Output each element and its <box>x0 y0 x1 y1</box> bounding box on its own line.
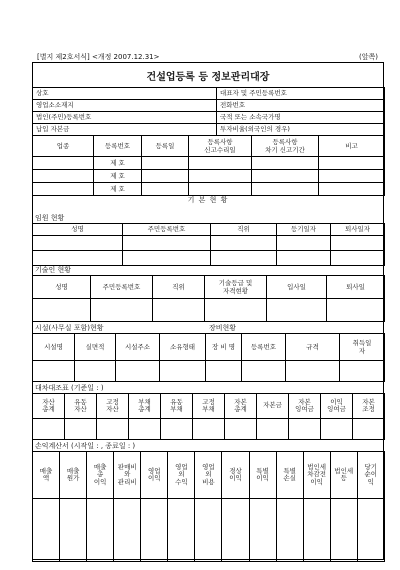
column-header: 매출 원가 <box>60 452 87 499</box>
officers-row <box>33 236 385 251</box>
table-cell <box>252 170 319 183</box>
table-cell <box>357 499 384 562</box>
column-header: 비고 <box>319 136 385 157</box>
column-header: 법인세 등 <box>330 452 357 499</box>
table-cell <box>87 499 114 562</box>
table-cell <box>33 236 123 251</box>
technicians-table <box>32 275 385 322</box>
column-header: 법인세 차감전 이익 <box>303 452 330 499</box>
registration-number-cell: 제 호 <box>94 183 142 196</box>
table-cell <box>321 419 353 440</box>
column-header: 업종 <box>33 136 94 157</box>
column-header: 규격 <box>286 334 340 361</box>
registration-number-cell: 제 호 <box>94 170 142 183</box>
info-label: 영업소소재지 <box>33 100 217 112</box>
table-cell <box>205 299 267 322</box>
income-statement-label: 손익계산서 (시작일 : , 종료일 : ) <box>35 442 136 450</box>
column-header: 등록일 <box>142 136 189 157</box>
table-cell <box>319 183 385 196</box>
info-label: 대표자 및 주민등록번호 <box>217 88 385 100</box>
registration-row <box>33 183 385 196</box>
table-cell <box>33 299 91 322</box>
table-cell <box>33 157 94 170</box>
info-label: 법인(주민)등록번호 <box>33 112 217 124</box>
table-cell <box>331 251 385 266</box>
table-cell <box>123 236 211 251</box>
column-header: 퇴사일 <box>327 276 385 299</box>
table-cell <box>168 499 195 562</box>
table-cell <box>33 361 75 382</box>
facilities-table <box>32 333 385 382</box>
column-header: 등록번호 <box>242 334 286 361</box>
column-header: 실면적 <box>75 334 116 361</box>
table-cell <box>141 499 168 562</box>
column-header: 성명 <box>33 224 123 236</box>
info-label: 투자비율(외국인의 경우) <box>217 124 385 136</box>
info-row <box>33 88 385 100</box>
info-row <box>33 112 385 124</box>
column-header: 직위 <box>153 276 205 299</box>
info-table <box>32 87 385 136</box>
table-cell <box>75 361 116 382</box>
info-row <box>33 100 385 112</box>
table-cell <box>60 499 87 562</box>
table-cell <box>33 419 65 440</box>
officers-row <box>33 251 385 266</box>
balance-sheet-header-row <box>33 394 385 419</box>
officers-label: 임원 현황 <box>35 214 65 222</box>
info-label: 전화번호 <box>217 100 385 112</box>
column-header: 영업 외 수익 <box>168 452 195 499</box>
column-header: 자본금 <box>257 394 289 419</box>
column-header: 등록번호 <box>94 136 142 157</box>
column-header: 성명 <box>33 276 91 299</box>
column-header: 특별 이익 <box>249 452 276 499</box>
income-statement-header-row <box>33 452 385 499</box>
balance-sheet-row <box>33 419 385 440</box>
table-cell <box>222 499 249 562</box>
table-cell <box>33 170 94 183</box>
column-header: 특별 손실 <box>276 452 303 499</box>
column-header: 입사일 <box>267 276 327 299</box>
facilities-header-row <box>33 334 385 361</box>
technicians-header-row <box>33 276 385 299</box>
column-header: 장 비 명 <box>206 334 242 361</box>
table-cell <box>330 499 357 562</box>
table-cell <box>353 419 385 440</box>
table-cell <box>252 183 319 196</box>
column-header: 자본 조정 <box>353 394 385 419</box>
registration-row <box>33 170 385 183</box>
table-cell <box>277 236 331 251</box>
table-cell <box>225 419 257 440</box>
table-cell <box>33 499 60 562</box>
table-cell <box>33 251 123 266</box>
column-header: 소유형태 <box>160 334 206 361</box>
column-header: 등록사항 차기 신고기간 <box>252 136 319 157</box>
table-cell <box>340 361 385 382</box>
table-cell <box>211 236 277 251</box>
basic-status-label: 기 본 현 황 <box>187 196 229 204</box>
info-label: 납입 자본금 <box>33 124 217 136</box>
technicians-row <box>33 299 385 322</box>
column-header: 영업 이익 <box>141 452 168 499</box>
table-cell <box>189 183 252 196</box>
income-statement-table <box>32 451 385 562</box>
table-cell <box>277 251 331 266</box>
registration-header-row <box>33 136 385 157</box>
registration-table <box>32 135 385 196</box>
column-header: 주민등록번호 <box>91 276 153 299</box>
side-note: (앞쪽) <box>359 53 378 61</box>
column-header: 고정 자산 <box>97 394 129 419</box>
table-cell <box>161 419 193 440</box>
table-cell <box>91 299 153 322</box>
column-header: 직위 <box>211 224 277 236</box>
column-header: 등록사항 신고수리일 <box>189 136 252 157</box>
table-cell <box>193 419 225 440</box>
table-cell <box>249 499 276 562</box>
column-header: 자산 총계 <box>33 394 65 419</box>
officers-table <box>32 223 385 266</box>
form-frame <box>32 62 384 560</box>
column-header: 당기 순이 익 <box>357 452 384 499</box>
form-title: 건설업등록 등 정보관리대장 <box>33 63 383 88</box>
column-header: 시설주소 <box>116 334 160 361</box>
technicians-label: 기술인 현황 <box>35 266 72 274</box>
table-cell <box>211 251 277 266</box>
table-cell <box>327 299 385 322</box>
table-cell <box>195 499 222 562</box>
balance-sheet-label: 대차대조표 (기준일 : ) <box>35 384 104 392</box>
balance-sheet-table <box>32 393 385 440</box>
column-header: 등기일자 <box>277 224 331 236</box>
registration-row <box>33 157 385 170</box>
table-cell <box>129 419 161 440</box>
table-cell <box>114 499 141 562</box>
table-cell <box>97 419 129 440</box>
column-header: 자본 잉여금 <box>289 394 321 419</box>
table-cell <box>252 157 319 170</box>
column-header: 시설명 <box>33 334 75 361</box>
column-header: 유동 자산 <box>65 394 97 419</box>
column-header: 퇴사일자 <box>331 224 385 236</box>
column-header: 매출 총 이익 <box>87 452 114 499</box>
officers-header-row <box>33 224 385 236</box>
table-cell <box>286 361 340 382</box>
facilities-label: 시설(사무실 포함)현황 <box>35 324 104 332</box>
info-row <box>33 124 385 136</box>
table-cell <box>160 361 206 382</box>
table-cell <box>206 361 242 382</box>
table-cell <box>123 251 211 266</box>
column-header: 이익 잉여금 <box>321 394 353 419</box>
column-header: 취득일 자 <box>340 334 385 361</box>
table-cell <box>142 183 189 196</box>
column-header: 매출 액 <box>33 452 60 499</box>
column-header: 경상 이익 <box>222 452 249 499</box>
info-label: 국적 또는 소속국가명 <box>217 112 385 124</box>
table-cell <box>153 299 205 322</box>
income-statement-row <box>33 499 385 562</box>
column-header: 유동 부채 <box>161 394 193 419</box>
table-cell <box>189 170 252 183</box>
column-header: 자본 총계 <box>225 394 257 419</box>
column-header: 영업 외 비용 <box>195 452 222 499</box>
column-header: 고정 부채 <box>193 394 225 419</box>
registration-number-cell: 제 호 <box>94 157 142 170</box>
info-label: 상호 <box>33 88 217 100</box>
table-cell <box>303 499 330 562</box>
table-cell <box>116 361 160 382</box>
table-cell <box>257 419 289 440</box>
table-cell <box>189 157 252 170</box>
table-cell <box>65 419 97 440</box>
table-cell <box>142 157 189 170</box>
column-header: 부채 총계 <box>129 394 161 419</box>
table-cell <box>331 236 385 251</box>
table-cell <box>142 170 189 183</box>
table-cell <box>319 170 385 183</box>
table-cell <box>319 157 385 170</box>
facilities-row <box>33 361 385 382</box>
form-number: [별지 제2호서식] <개정 2007.12.31> <box>37 53 160 61</box>
column-header: 판매비 와 관리비 <box>114 452 141 499</box>
table-cell <box>33 183 94 196</box>
table-cell <box>289 419 321 440</box>
column-header: 기술등급 및 자격현황 <box>205 276 267 299</box>
table-cell <box>267 299 327 322</box>
table-cell <box>276 499 303 562</box>
column-header: 주민등록번호 <box>123 224 211 236</box>
table-cell <box>242 361 286 382</box>
equipment-label: 장비현황 <box>209 324 237 332</box>
